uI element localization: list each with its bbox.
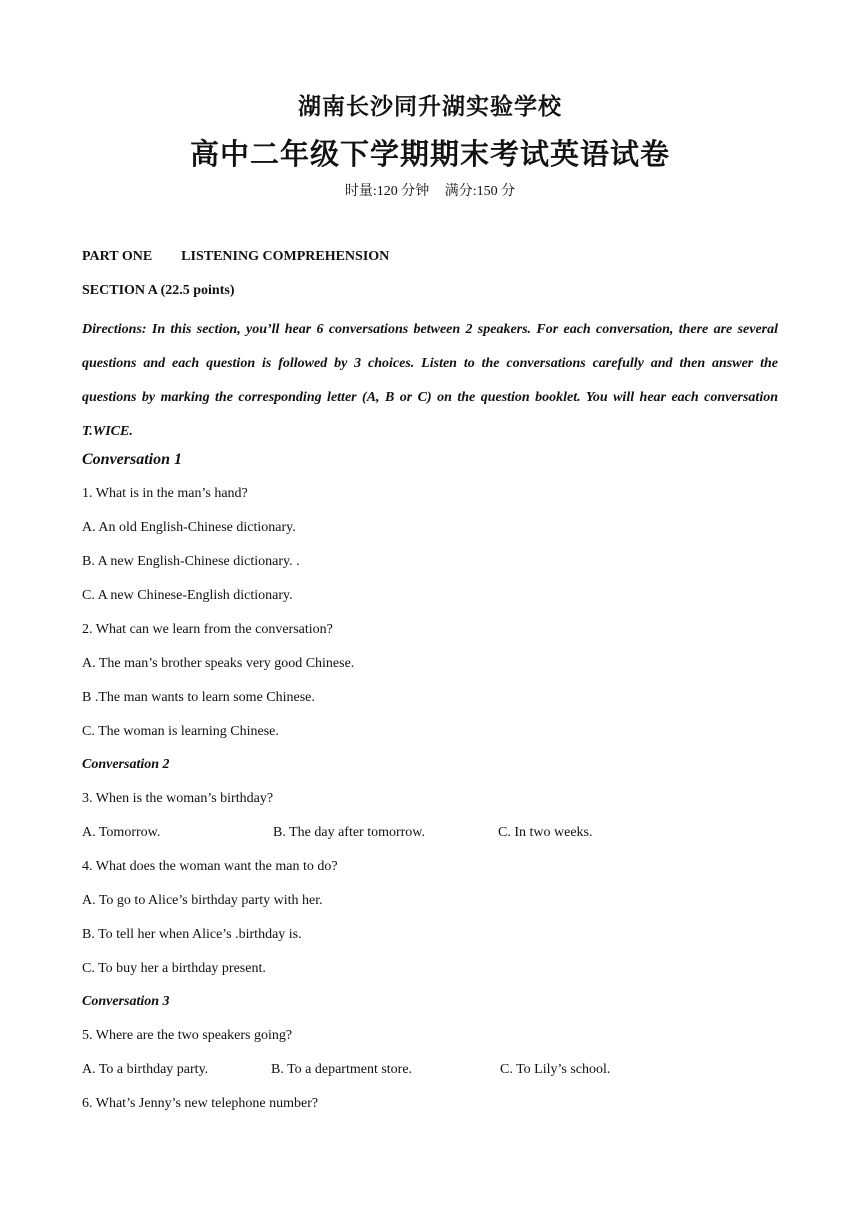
- part-heading: [82, 248, 389, 266]
- answer-option: A. The man’s brother speaks very good Chinese.: [82, 656, 355, 671]
- question-stem: 6. What’s Jenny’s new telephone number?: [82, 1096, 319, 1111]
- exam-time: 时量:120 分钟: [344, 184, 430, 199]
- answer-option: A. To go to Alice’s birthday party with her.: [82, 893, 323, 908]
- answer-option: B. To a department store.: [271, 1062, 413, 1077]
- answer-option: C. To Lily’s school.: [500, 1062, 611, 1077]
- answer-option: C. To buy her a birthday present.: [82, 961, 266, 976]
- question-stem: 5. Where are the two speakers going?: [82, 1028, 293, 1043]
- answer-option: A. An old English-Chinese dictionary.: [82, 520, 296, 535]
- exam-title: 高中二年级下学期期末考试英语试卷: [189, 137, 670, 171]
- part-label: PART ONE: [82, 249, 153, 264]
- exam-score: 满分:150 分: [444, 184, 516, 199]
- part-name: LISTENING COMPREHENSION: [181, 249, 390, 264]
- conversation-title: Conversation 3: [82, 994, 170, 1009]
- question-stem: 3. When is the woman’s birthday?: [82, 791, 274, 806]
- answer-option: B. To tell her when Alice’s .birthday is.: [82, 927, 302, 942]
- answer-option: C. In two weeks.: [498, 825, 593, 840]
- question-stem: 1. What is in the man’s hand?: [82, 486, 248, 501]
- answer-option: C. A new Chinese-English dictionary.: [82, 588, 293, 603]
- answer-option: B. A new English-Chinese dictionary. .: [82, 554, 300, 569]
- answer-option: A. To a birthday party.: [82, 1062, 209, 1077]
- conversation-title: Conversation 2: [82, 757, 170, 772]
- school-name: 湖南长沙同升湖实验学校: [298, 94, 562, 120]
- answer-option: A. Tomorrow.: [82, 825, 161, 840]
- answer-option: B .The man wants to learn some Chinese.: [82, 690, 315, 705]
- answer-option: C. The woman is learning Chinese.: [82, 724, 279, 739]
- question-stem: 4. What does the woman want the man to do?: [82, 859, 338, 874]
- question-stem: 2. What can we learn from the conversation?: [82, 622, 333, 637]
- section-directions: Directions: In this section, you’ll hear 6 conversations between 2 speakers. For each conversation, there are several questions and each question is followed by 3 choices. Listen to the conversations carefully and then answer the questions by marking the corresponding letter (A, B or C) on the question booklet. You will hear each conversation T.WICE.: [82, 322, 778, 439]
- exam-meta: [0, 180, 860, 200]
- answer-option: B. The day after tomorrow.: [273, 825, 426, 840]
- conversation-title: Conversation 1: [82, 451, 183, 468]
- section-title: SECTION A (22.5 points): [82, 283, 235, 298]
